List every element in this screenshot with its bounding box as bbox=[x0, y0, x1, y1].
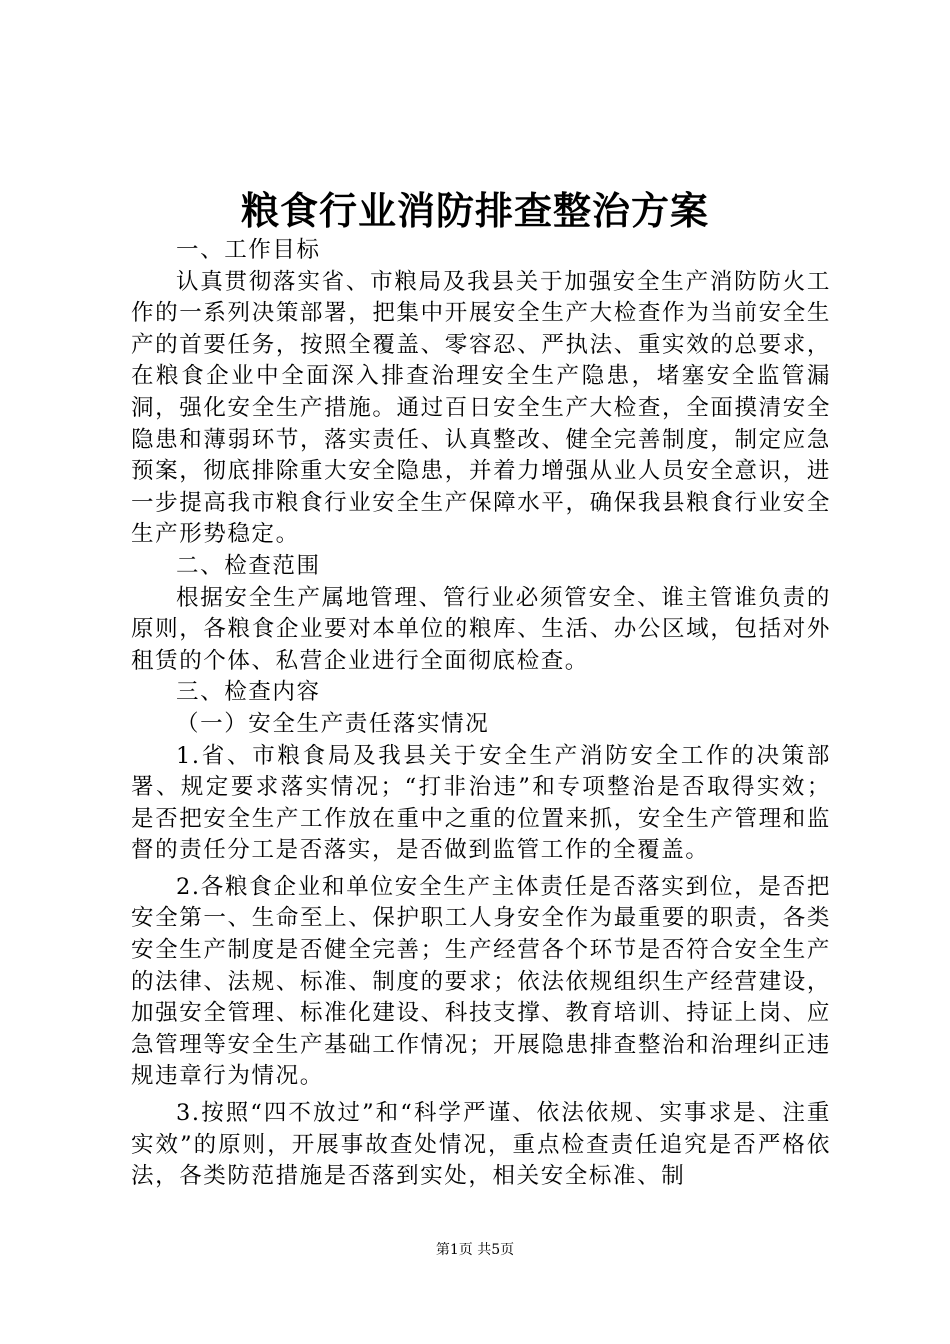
paragraph-item-1: 1.省、市粮食局及我县关于安全生产消防安全工作的决策部署、规定要求落实情况；“打非治违”和专项整治是否取得实效；是否把安全生产工作放在重中之重的位置来抓，安全生产管理和监督的责任分工是否落实，是否做到监管工作的全覆盖。 bbox=[131, 742, 831, 864]
section-heading-content: 三、检查内容 bbox=[176, 679, 321, 706]
page-number-footer: 第1页 共5页 bbox=[435, 1242, 515, 1258]
paragraph-item-2: 2.各粮食企业和单位安全生产主体责任是否落实到位，是否把安全第一、生命至上、保护职工人身安全作为最重要的职责，各类安全生产制度是否健全完善；生产经营各个环节是否符合安全生产的法律、法规、标准、制度的要求；依法依规组织生产经营建设，加强安全管理、标准化建设、科技支撑、教育培训、持证上岗、应急管理等安全生产基础工作情况；开展隐患排查整治和治理纠正违规违章行为情况。 bbox=[131, 873, 831, 1090]
paragraph-item-3: 3.按照“四不放过”和“科学严谨、依法依规、实事求是、注重实效”的原则，开展事故查处情况，重点检查责任追究是否严格依法，各类防范措施是否落到实处，相关安全标准、制 bbox=[131, 1100, 831, 1190]
subsection-heading-responsibility: （一）安全生产责任落实情况 bbox=[176, 710, 490, 737]
document-body bbox=[131, 235, 831, 1193]
document-title: 粮食行业消防排查整治方案 bbox=[240, 189, 709, 233]
paragraph-goals: 认真贯彻落实省、市粮局及我县关于加强安全生产消防防火工作的一系列决策部署，把集中开展安全生产大检查作为当前安全生产的首要任务，按照全覆盖、零容忍、严执法、重实效的总要求，在粮食企业中全面深入排查治理安全生产隐患，堵塞安全监管漏洞，强化安全生产措施。通过百日安全生产大检查，全面摸清安全隐患和薄弱环节，落实责任、认真整改、健全完善制度，制定应急预案，彻底排除重大安全隐患，并着力增强从业人员安全意识，进一步提高我市粮食行业安全生产保障水平，确保我县粮食行业安全生产形势稳定。 bbox=[131, 268, 831, 548]
paragraph-scope: 根据安全生产属地管理、管行业必须管安全、谁主管谁负责的原则，各粮食企业要对本单位的粮库、生活、办公区域，包括对外租赁的个体、私营企业进行全面彻底检查。 bbox=[131, 584, 831, 674]
section-heading-goals: 一、工作目标 bbox=[176, 237, 321, 263]
section-heading-scope: 二、检查范围 bbox=[176, 552, 321, 579]
